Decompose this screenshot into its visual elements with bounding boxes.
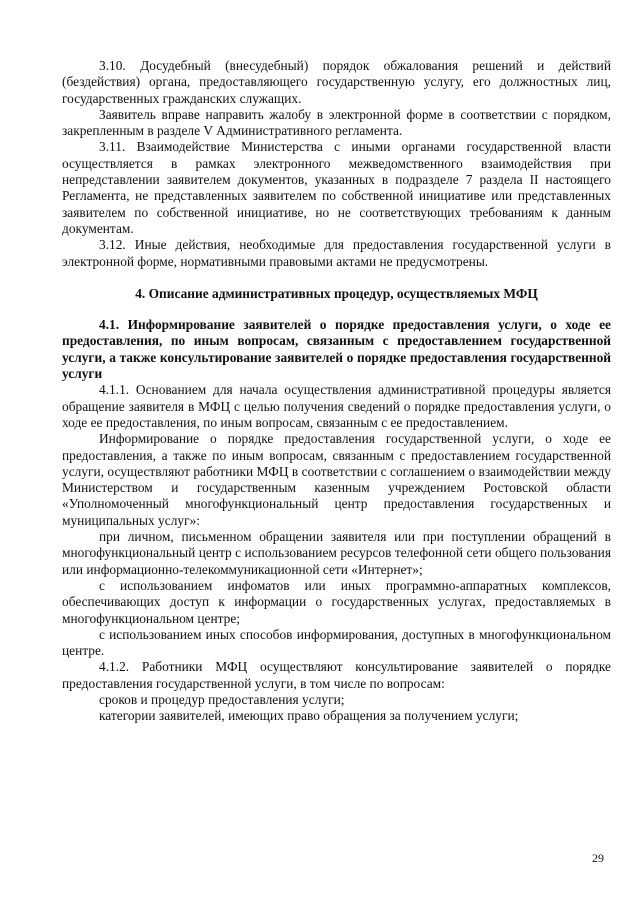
paragraph-3-10-complaint: Заявитель вправе направить жалобу в электронной форме в соответствии с порядком, закрепленным в разделе V Административного регламента. xyxy=(62,106,611,139)
paragraph-other-methods: с использованием иных способов информирования, доступных в многофункциональном центре. xyxy=(62,626,611,659)
section-4-heading: 4. Описание административных процедур, осуществляемых МФЦ xyxy=(135,285,538,301)
subsection-4-1-heading: 4.1. Информирование заявителей о порядке предоставления услуги, о ходе ее предоставления, по иным вопросам, связанным с предоставлением государственной услуги, а также консультирование заявителей о порядке предоставления государственной услуги xyxy=(62,317,611,382)
paragraph-4-1-2: 4.1.2. Работники МФЦ осуществляют консультирование заявителей о порядке предоставления государственной услуги, в том числе по вопросам: xyxy=(62,659,611,691)
page-number: 29 xyxy=(592,851,604,865)
paragraph-informing: Информирование о порядке предоставления государственной услуги, о ходе ее предоставления, а также по иным вопросам, связанным с предоставлением государственной услуги, осуществляют работники МФЦ в соответствии с соглашением о взаимодействии между Министерством и государственным казенным учреждением Ростовской области «Уполномоченный многофункциональный центр предоставления государственных и муниципальных услуг»: xyxy=(62,431,611,528)
paragraph-personal-appeal: при личном, письменном обращении заявителя или при поступлении обращений в многофункциональный центр с использованием ресурсов телефонной сети общего пользования или информационно-телекоммуникационной сети «Интернет»; xyxy=(62,529,611,577)
paragraph-terms: сроков и процедур предоставления услуги; xyxy=(99,691,345,707)
paragraph-infomats: с использованием инфоматов или иных программно-аппаратных комплексов, обеспечивающих доступ к информации о государственных услугах, предоставляемых в многофункциональном центре; xyxy=(62,577,611,626)
paragraph-categories: категории заявителей, имеющих право обращения за получением услуги; xyxy=(99,708,519,724)
paragraph-4-1-1: 4.1.1. Основанием для начала осуществления административной процедуры является обращение заявителя в МФЦ с целью получения сведений о порядке предоставления услуги, о ходе ее предоставления, по иным вопросам, связанным с ее предоставлением. xyxy=(62,382,611,430)
document-page xyxy=(62,58,611,725)
paragraph-3-11: 3.11. Взаимодействие Министерства с иными органами государственной власти осуществляется в рамках электронного межведомственного взаимодействия при непредставлении заявителем документов, указанных в подразделе 7 раздела II настоящего Регламента, не представленных заявителем по собственной инициативе или представленных заявителем по собственной инициативе, но не соответствующих требованиям к данным документам. xyxy=(62,139,611,236)
paragraph-3-12: 3.12. Иные действия, необходимые для предоставления государственной услуги в электронной форме, нормативными правовыми актами не предусмотрены. xyxy=(62,237,611,269)
paragraph-3-10: 3.10. Досудебный (внесудебный) порядок обжалования решений и действий (бездействия) органа, предоставляющего государственную услугу, его должностных лиц, государственных гражданских служащих. xyxy=(62,58,611,106)
